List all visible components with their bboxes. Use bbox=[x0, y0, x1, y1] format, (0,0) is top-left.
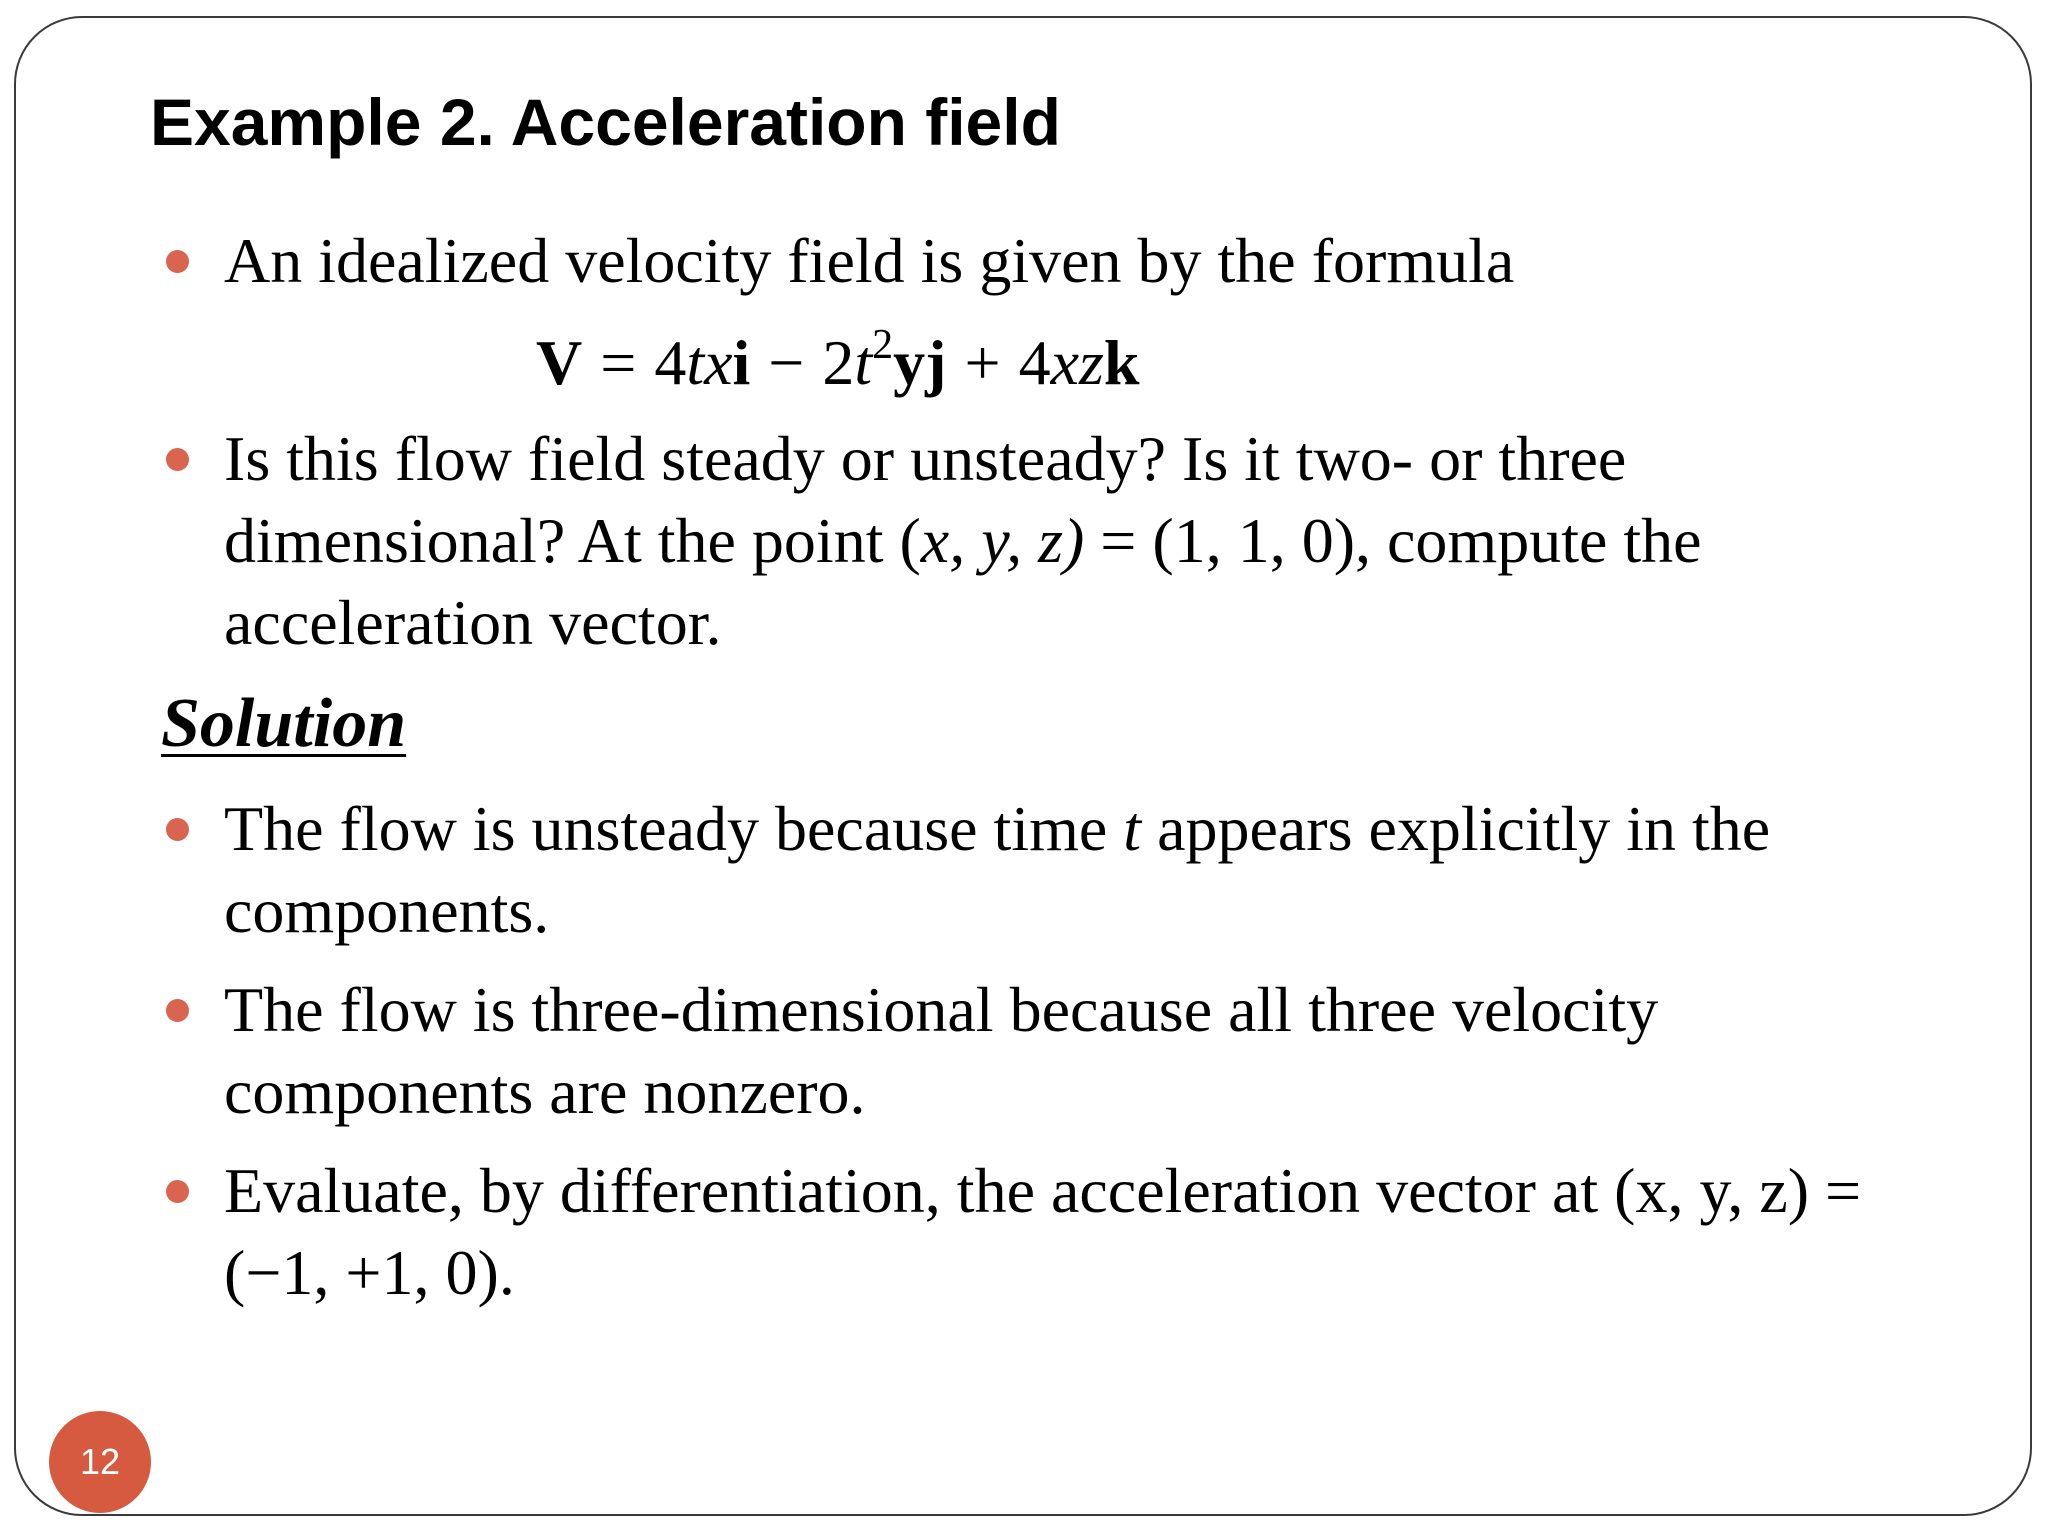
formula-term3-unit: k bbox=[1103, 327, 1140, 398]
unsteady-text-end: appears explicitly in the components. bbox=[224, 793, 1771, 946]
bullet-dot-icon bbox=[166, 1180, 189, 1203]
formula-term2-var: t bbox=[854, 327, 873, 398]
unsteady-text-start: The flow is unsteady because time bbox=[224, 793, 1124, 864]
formula-term2-unit: yj bbox=[893, 327, 947, 398]
bullet-text: An idealized velocity field is given by the formula bbox=[224, 225, 1515, 296]
bullet-dot-icon bbox=[166, 818, 189, 841]
bullet-dot-icon bbox=[166, 448, 189, 471]
bullet-text bbox=[224, 788, 1936, 952]
slide-frame bbox=[14, 16, 2032, 1516]
question-vars: x, y, z) bbox=[920, 505, 1085, 576]
formula-term3-coef: 4 bbox=[1018, 327, 1051, 398]
formula-plus: + bbox=[964, 327, 1001, 398]
formula-term1-coef: 4 bbox=[654, 327, 687, 398]
question-text-end: = (1, 1, 0), compute the acceleration vector. bbox=[224, 505, 1702, 658]
unsteady-var-t: t bbox=[1123, 793, 1142, 864]
formula-term2-exponent: 2 bbox=[872, 322, 894, 368]
bullet-text: The flow is three-dimensional because all three velocity components are nonzero. bbox=[224, 974, 1659, 1127]
formula-term3-vars: xz bbox=[1050, 327, 1104, 398]
solution-heading: Solution bbox=[161, 685, 407, 762]
bullet-unsteady bbox=[156, 788, 1936, 952]
bullet-text: Evaluate, by differentiation, the acceleration vector at (x, y, z) = (−1, +1, 0). bbox=[224, 1155, 1862, 1308]
bullet-dot-icon bbox=[166, 999, 189, 1022]
formula-minus: − bbox=[768, 327, 805, 398]
formula-vector-v: V bbox=[536, 327, 583, 398]
formula-term1-unit: i bbox=[732, 327, 751, 398]
question-text-start: Is this flow field steady or unsteady? Is it two- or three dimensional? At the point ( bbox=[224, 423, 1627, 576]
bullet-velocity-field bbox=[156, 220, 1936, 302]
velocity-formula bbox=[536, 318, 1139, 408]
slide-title: Example 2. Acceleration field bbox=[150, 85, 1061, 159]
bullet-three-dimensional bbox=[156, 969, 1936, 1133]
bullet-evaluate bbox=[156, 1150, 1936, 1314]
formula-equals: = bbox=[600, 327, 637, 398]
formula-term2-coef: 2 bbox=[822, 327, 855, 398]
bullet-text bbox=[224, 418, 1936, 664]
formula-term1-vars: tx bbox=[686, 327, 733, 398]
page-number-badge: 12 bbox=[49, 1411, 151, 1513]
bullet-dot-icon bbox=[166, 250, 189, 273]
bullet-question bbox=[156, 418, 1936, 664]
